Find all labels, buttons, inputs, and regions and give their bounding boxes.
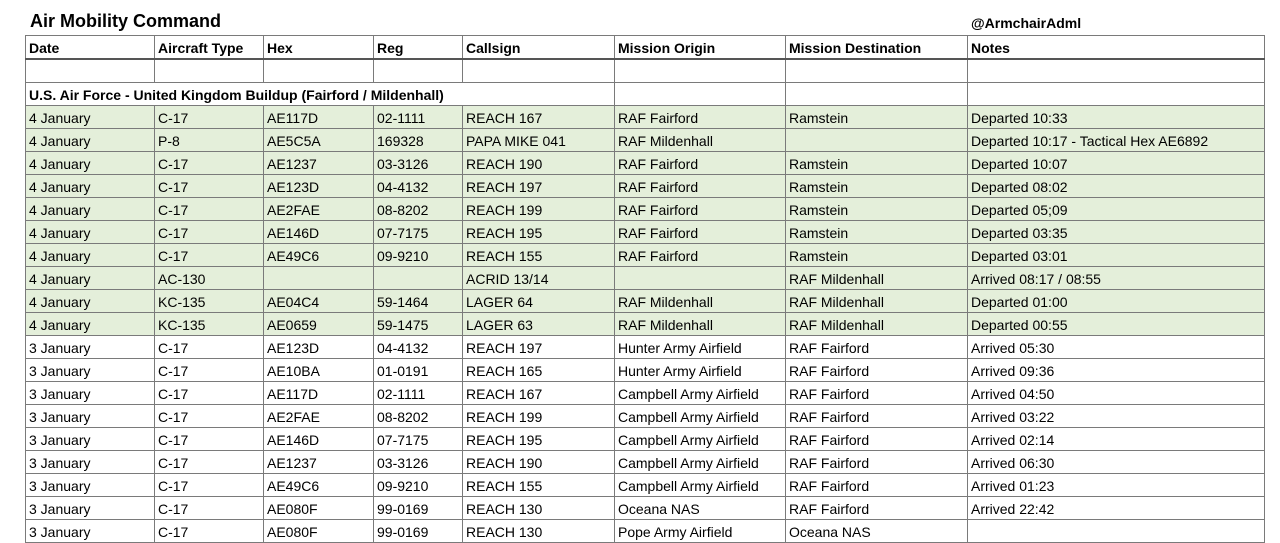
table-row xyxy=(26,106,1265,129)
reg-cell[interactable]: 01-0191 xyxy=(374,359,463,382)
date-cell[interactable]: 4 January xyxy=(26,221,155,244)
destination-cell[interactable]: RAF Fairford xyxy=(786,405,968,428)
empty-row xyxy=(26,59,1265,83)
notes-cell[interactable]: Arrived 04:50 xyxy=(968,382,1265,405)
page-title: Air Mobility Command xyxy=(30,11,222,31)
date-cell[interactable]: 3 January xyxy=(26,428,155,451)
hex-cell[interactable]: AE0659 xyxy=(264,313,374,336)
empty-cell[interactable] xyxy=(786,59,968,83)
date-cell[interactable]: 4 January xyxy=(26,267,155,290)
hex-cell[interactable]: AE117D xyxy=(264,382,374,405)
origin-cell[interactable] xyxy=(615,267,786,290)
aircraft-type-cell[interactable]: C-17 xyxy=(155,382,264,405)
table-row xyxy=(26,221,1265,244)
aircraft-type-cell[interactable]: C-17 xyxy=(155,106,264,129)
origin-cell[interactable]: RAF Fairford xyxy=(615,175,786,198)
destination-cell[interactable]: Oceana NAS xyxy=(786,520,968,543)
callsign-cell[interactable]: REACH 190 xyxy=(463,152,615,175)
empty-cell[interactable] xyxy=(615,59,786,83)
reg-cell[interactable]: 03-3126 xyxy=(374,152,463,175)
notes-cell[interactable]: Departed 10:17 - Tactical Hex AE6892 xyxy=(968,129,1265,152)
origin-cell[interactable]: Campbell Army Airfield xyxy=(615,451,786,474)
table-row xyxy=(26,520,1265,543)
reg-cell[interactable]: 03-3126 xyxy=(374,451,463,474)
table-row xyxy=(26,382,1265,405)
destination-cell[interactable]: RAF Fairford xyxy=(786,451,968,474)
aircraft-type-cell[interactable]: C-17 xyxy=(155,244,264,267)
destination-cell[interactable]: Ramstein xyxy=(786,152,968,175)
aircraft-type-cell[interactable]: AC-130 xyxy=(155,267,264,290)
hex-cell[interactable]: AE2FAE xyxy=(264,198,374,221)
table-row xyxy=(26,244,1265,267)
reg-cell[interactable]: 04-4132 xyxy=(374,175,463,198)
callsign-cell[interactable]: REACH 165 xyxy=(463,359,615,382)
empty-cell[interactable] xyxy=(155,59,264,83)
destination-cell[interactable]: Ramstein xyxy=(786,221,968,244)
reg-cell[interactable]: 169328 xyxy=(374,129,463,152)
hex-cell[interactable]: AE1237 xyxy=(264,451,374,474)
notes-cell[interactable]: Departed 10:07 xyxy=(968,152,1265,175)
empty-cell[interactable] xyxy=(615,83,786,106)
notes-cell[interactable]: Arrived 22:42 xyxy=(968,497,1265,520)
notes-cell[interactable]: Departed 10:33 xyxy=(968,106,1265,129)
aircraft-type-cell[interactable]: C-17 xyxy=(155,497,264,520)
callsign-cell[interactable]: LAGER 63 xyxy=(463,313,615,336)
notes-cell[interactable]: Arrived 05:30 xyxy=(968,336,1265,359)
hex-cell[interactable]: AE1237 xyxy=(264,152,374,175)
notes-cell[interactable]: Departed 01:00 xyxy=(968,290,1265,313)
aircraft-type-cell[interactable]: C-17 xyxy=(155,520,264,543)
destination-cell[interactable]: RAF Fairford xyxy=(786,336,968,359)
empty-cell[interactable] xyxy=(264,59,374,83)
date-cell[interactable]: 3 January xyxy=(26,405,155,428)
table-row xyxy=(26,198,1265,221)
destination-cell[interactable]: RAF Mildenhall xyxy=(786,313,968,336)
table-row xyxy=(26,129,1265,152)
table-row xyxy=(26,152,1265,175)
aircraft-type-cell[interactable]: C-17 xyxy=(155,152,264,175)
date-cell[interactable]: 3 January xyxy=(26,336,155,359)
origin-cell[interactable]: Hunter Army Airfield xyxy=(615,336,786,359)
aircraft-type-cell[interactable]: C-17 xyxy=(155,221,264,244)
origin-cell[interactable]: RAF Fairford xyxy=(615,244,786,267)
date-cell[interactable]: 4 January xyxy=(26,106,155,129)
origin-cell[interactable]: Campbell Army Airfield xyxy=(615,382,786,405)
hex-cell[interactable]: AE080F xyxy=(264,497,374,520)
date-cell[interactable]: 4 January xyxy=(26,290,155,313)
hex-cell[interactable]: AE123D xyxy=(264,336,374,359)
date-cell[interactable]: 4 January xyxy=(26,198,155,221)
hex-cell[interactable]: AE117D xyxy=(264,106,374,129)
aircraft-type-cell[interactable]: C-17 xyxy=(155,336,264,359)
column-header-date[interactable]: Date xyxy=(26,36,155,60)
callsign-cell[interactable]: REACH 199 xyxy=(463,198,615,221)
destination-cell[interactable]: RAF Fairford xyxy=(786,497,968,520)
flight-table xyxy=(25,35,1265,543)
table-row xyxy=(26,290,1265,313)
callsign-cell[interactable]: REACH 167 xyxy=(463,382,615,405)
aircraft-type-cell[interactable]: C-17 xyxy=(155,451,264,474)
notes-cell[interactable]: Arrived 09:36 xyxy=(968,359,1265,382)
callsign-cell[interactable]: REACH 130 xyxy=(463,520,615,543)
date-cell[interactable]: 3 January xyxy=(26,497,155,520)
notes-cell[interactable]: Departed 03:35 xyxy=(968,221,1265,244)
hex-cell[interactable]: AE2FAE xyxy=(264,405,374,428)
callsign-cell[interactable]: PAPA MIKE 041 xyxy=(463,129,615,152)
callsign-cell[interactable]: REACH 155 xyxy=(463,474,615,497)
origin-cell[interactable]: Campbell Army Airfield xyxy=(615,428,786,451)
reg-cell[interactable]: 08-8202 xyxy=(374,198,463,221)
date-cell[interactable]: 4 January xyxy=(26,152,155,175)
aircraft-type-cell[interactable]: C-17 xyxy=(155,198,264,221)
date-cell[interactable]: 3 January xyxy=(26,382,155,405)
hex-cell[interactable]: AE04C4 xyxy=(264,290,374,313)
notes-cell[interactable] xyxy=(968,520,1265,543)
empty-cell[interactable] xyxy=(968,59,1265,83)
origin-cell[interactable]: RAF Mildenhall xyxy=(615,290,786,313)
empty-cell[interactable] xyxy=(374,59,463,83)
section-header-row xyxy=(26,83,1265,106)
aircraft-type-cell[interactable]: KC-135 xyxy=(155,313,264,336)
column-header-hex[interactable]: Hex xyxy=(264,36,374,60)
origin-cell[interactable]: Campbell Army Airfield xyxy=(615,405,786,428)
author-handle: @ArmchairAdml xyxy=(971,15,1082,31)
destination-cell[interactable]: Ramstein xyxy=(786,106,968,129)
hex-cell[interactable]: AE5C5A xyxy=(264,129,374,152)
destination-cell[interactable]: RAF Fairford xyxy=(786,382,968,405)
column-header-notes[interactable]: Notes xyxy=(968,36,1265,60)
table-row xyxy=(26,267,1265,290)
header-row xyxy=(26,36,1265,60)
date-cell[interactable]: 4 January xyxy=(26,244,155,267)
callsign-cell[interactable]: REACH 130 xyxy=(463,497,615,520)
section-title[interactable]: U.S. Air Force - United Kingdom Buildup (Fairford / Mildenhall) xyxy=(26,83,615,106)
notes-cell[interactable]: Departed 03:01 xyxy=(968,244,1265,267)
hex-cell[interactable]: AE146D xyxy=(264,428,374,451)
aircraft-type-cell[interactable]: C-17 xyxy=(155,474,264,497)
destination-cell[interactable]: RAF Fairford xyxy=(786,428,968,451)
reg-cell[interactable]: 02-1111 xyxy=(374,382,463,405)
destination-cell[interactable]: RAF Mildenhall xyxy=(786,267,968,290)
table-row xyxy=(26,428,1265,451)
reg-cell[interactable]: 09-9210 xyxy=(374,244,463,267)
reg-cell[interactable]: 59-1464 xyxy=(374,290,463,313)
origin-cell[interactable]: Pope Army Airfield xyxy=(615,520,786,543)
destination-cell[interactable] xyxy=(786,129,968,152)
callsign-cell[interactable]: REACH 190 xyxy=(463,451,615,474)
aircraft-type-cell[interactable]: C-17 xyxy=(155,359,264,382)
origin-cell[interactable]: RAF Fairford xyxy=(615,198,786,221)
empty-cell[interactable] xyxy=(463,59,615,83)
hex-cell[interactable] xyxy=(264,267,374,290)
origin-cell[interactable]: RAF Mildenhall xyxy=(615,313,786,336)
notes-cell[interactable]: Departed 05;09 xyxy=(968,198,1265,221)
origin-cell[interactable]: RAF Fairford xyxy=(615,106,786,129)
origin-cell[interactable]: RAF Fairford xyxy=(615,221,786,244)
table-row xyxy=(26,359,1265,382)
callsign-cell[interactable]: REACH 195 xyxy=(463,221,615,244)
column-header-mission-destination[interactable]: Mission Destination xyxy=(786,36,968,60)
date-cell[interactable]: 3 January xyxy=(26,520,155,543)
table-row xyxy=(26,336,1265,359)
hex-cell[interactable]: AE49C6 xyxy=(264,474,374,497)
aircraft-type-cell[interactable]: C-17 xyxy=(155,175,264,198)
origin-cell[interactable]: RAF Fairford xyxy=(615,152,786,175)
destination-cell[interactable]: RAF Fairford xyxy=(786,359,968,382)
destination-cell[interactable]: RAF Fairford xyxy=(786,474,968,497)
notes-cell[interactable]: Departed 00:55 xyxy=(968,313,1265,336)
reg-cell[interactable]: 07-7175 xyxy=(374,221,463,244)
aircraft-type-cell[interactable]: C-17 xyxy=(155,405,264,428)
callsign-cell[interactable]: REACH 167 xyxy=(463,106,615,129)
reg-cell[interactable]: 99-0169 xyxy=(374,497,463,520)
date-cell[interactable]: 3 January xyxy=(26,451,155,474)
notes-cell[interactable]: Arrived 01:23 xyxy=(968,474,1265,497)
reg-cell[interactable]: 99-0169 xyxy=(374,520,463,543)
date-cell[interactable]: 4 January xyxy=(26,175,155,198)
reg-cell[interactable]: 59-1475 xyxy=(374,313,463,336)
column-header-callsign[interactable]: Callsign xyxy=(463,36,615,60)
table-row xyxy=(26,313,1265,336)
notes-cell[interactable]: Arrived 06:30 xyxy=(968,451,1265,474)
callsign-cell[interactable]: ACRID 13/14 xyxy=(463,267,615,290)
callsign-cell[interactable]: REACH 197 xyxy=(463,175,615,198)
origin-cell[interactable]: Campbell Army Airfield xyxy=(615,474,786,497)
table-row xyxy=(26,451,1265,474)
destination-cell[interactable]: Ramstein xyxy=(786,198,968,221)
empty-cell[interactable] xyxy=(26,59,155,83)
hex-cell[interactable]: AE123D xyxy=(264,175,374,198)
reg-cell[interactable]: 04-4132 xyxy=(374,336,463,359)
aircraft-type-cell[interactable]: P-8 xyxy=(155,129,264,152)
table-row xyxy=(26,175,1265,198)
date-cell[interactable]: 3 January xyxy=(26,359,155,382)
date-cell[interactable]: 4 January xyxy=(26,129,155,152)
hex-cell[interactable]: AE146D xyxy=(264,221,374,244)
notes-cell[interactable]: Departed 08:02 xyxy=(968,175,1265,198)
callsign-cell[interactable]: REACH 195 xyxy=(463,428,615,451)
notes-cell[interactable]: Arrived 03:22 xyxy=(968,405,1265,428)
empty-cell[interactable] xyxy=(786,83,968,106)
destination-cell[interactable]: RAF Mildenhall xyxy=(786,290,968,313)
origin-cell[interactable]: Hunter Army Airfield xyxy=(615,359,786,382)
callsign-cell[interactable]: REACH 155 xyxy=(463,244,615,267)
table-row xyxy=(26,405,1265,428)
reg-cell[interactable] xyxy=(374,267,463,290)
callsign-cell[interactable]: REACH 199 xyxy=(463,405,615,428)
column-header-mission-origin[interactable]: Mission Origin xyxy=(615,36,786,60)
reg-cell[interactable]: 08-8202 xyxy=(374,405,463,428)
date-cell[interactable]: 3 January xyxy=(26,474,155,497)
destination-cell[interactable]: Ramstein xyxy=(786,244,968,267)
origin-cell[interactable]: RAF Mildenhall xyxy=(615,129,786,152)
origin-cell[interactable]: Oceana NAS xyxy=(615,497,786,520)
callsign-cell[interactable]: REACH 197 xyxy=(463,336,615,359)
column-header-aircraft-type[interactable]: Aircraft Type xyxy=(155,36,264,60)
aircraft-type-cell[interactable]: C-17 xyxy=(155,428,264,451)
date-cell[interactable]: 4 January xyxy=(26,313,155,336)
reg-cell[interactable]: 09-9210 xyxy=(374,474,463,497)
callsign-cell[interactable]: LAGER 64 xyxy=(463,290,615,313)
table-row xyxy=(26,497,1265,520)
empty-cell[interactable] xyxy=(968,83,1265,106)
aircraft-type-cell[interactable]: KC-135 xyxy=(155,290,264,313)
hex-cell[interactable]: AE080F xyxy=(264,520,374,543)
column-header-reg[interactable]: Reg xyxy=(374,36,463,60)
reg-cell[interactable]: 07-7175 xyxy=(374,428,463,451)
table-row xyxy=(26,474,1265,497)
notes-cell[interactable]: Arrived 02:14 xyxy=(968,428,1265,451)
notes-cell[interactable]: Arrived 08:17 / 08:55 xyxy=(968,267,1265,290)
hex-cell[interactable]: AE10BA xyxy=(264,359,374,382)
reg-cell[interactable]: 02-1111 xyxy=(374,106,463,129)
destination-cell[interactable]: Ramstein xyxy=(786,175,968,198)
hex-cell[interactable]: AE49C6 xyxy=(264,244,374,267)
